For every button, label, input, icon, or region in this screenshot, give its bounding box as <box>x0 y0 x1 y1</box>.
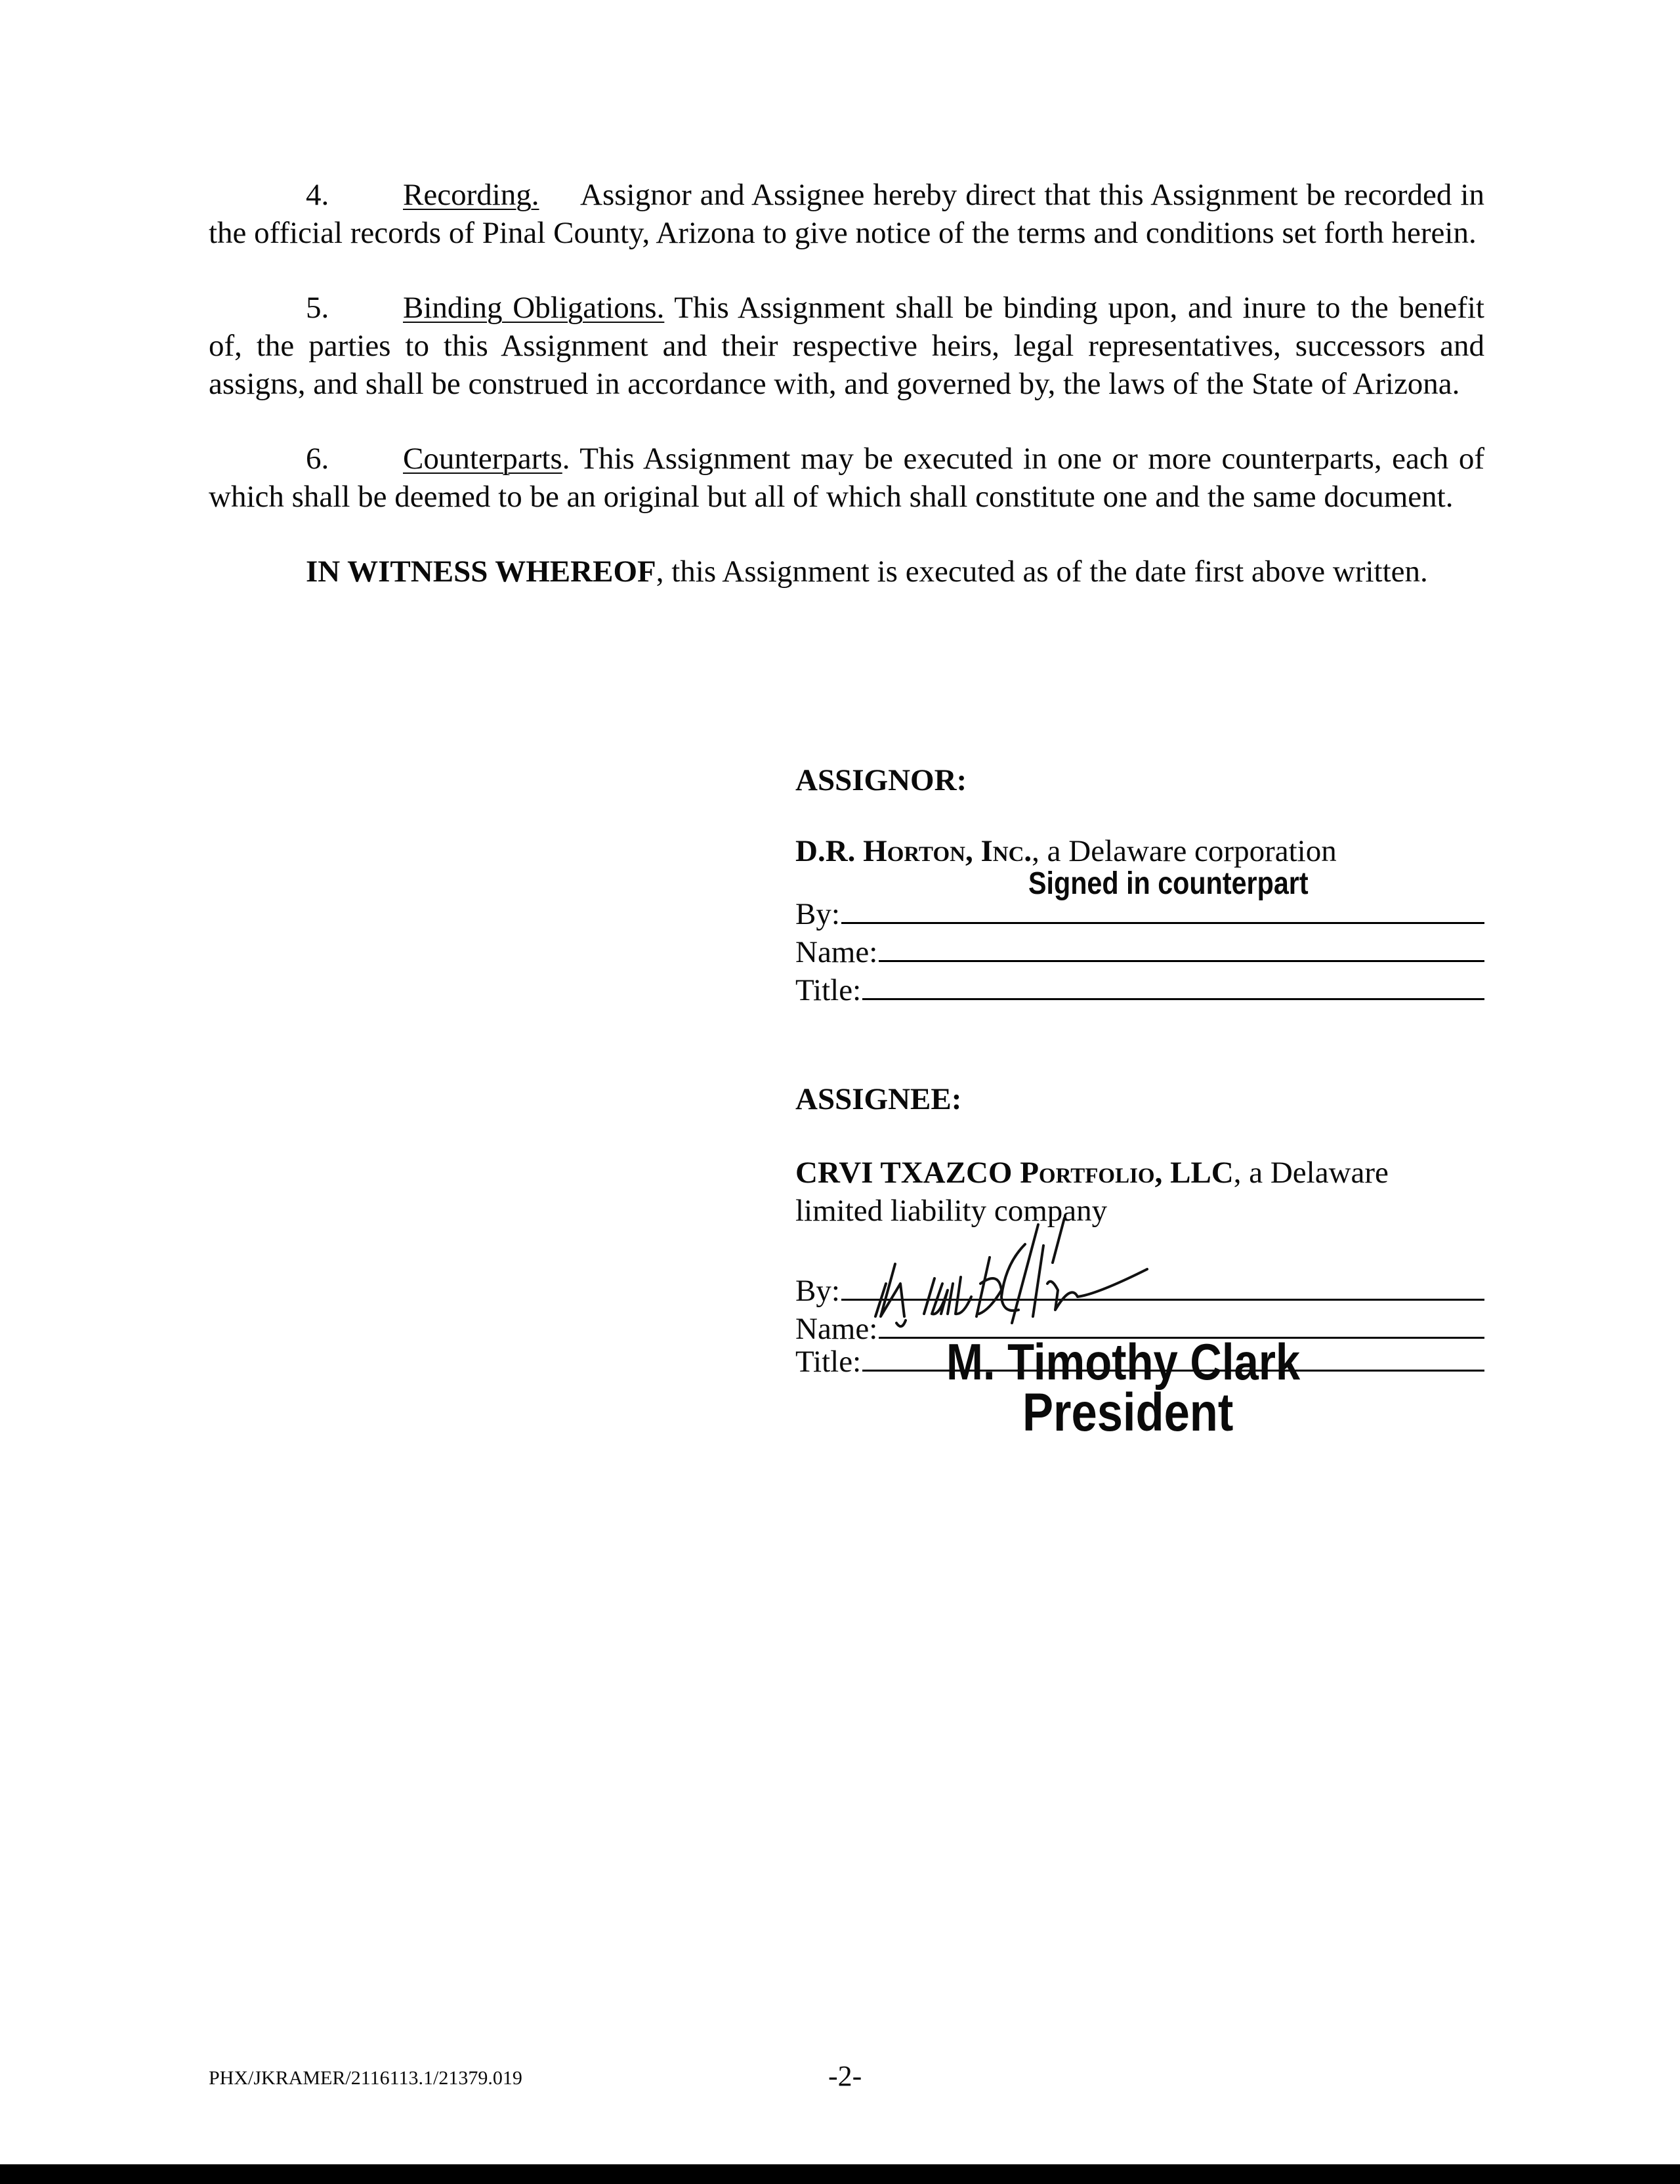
scan-edge-bar <box>0 2164 1680 2184</box>
witness-clause <box>209 553 1484 591</box>
handwritten-signature <box>861 1185 1228 1336</box>
assignor-entity-desc: , a Delaware corporation <box>1032 834 1337 868</box>
assignee-block <box>795 1080 1484 1442</box>
assignor-entity-name: D.R. Horton, Inc. <box>795 834 1032 868</box>
signature-line <box>862 972 1484 1000</box>
signature-section <box>795 761 1484 1442</box>
page-number: -2- <box>828 2060 862 2092</box>
paragraph-heading: Recording. <box>403 178 539 212</box>
paragraph-number: 5. <box>306 291 329 325</box>
paragraph-text: . This Assignment may be executed in one or more counterparts, each of which shall be deemed to be an original but all of which shall constitute one and the same document. <box>209 442 1484 514</box>
document-body <box>209 176 1484 627</box>
signer-title-stamp: President <box>1022 1383 1234 1442</box>
paragraph-number: 6. <box>306 442 329 476</box>
title-label: Title: <box>795 973 862 1007</box>
paragraph-number: 4. <box>306 178 329 212</box>
paragraph-recording <box>209 176 1484 252</box>
witness-heading: IN WITNESS WHEREOF <box>306 555 656 589</box>
paragraph-text: Assignor and Assignee hereby direct that this Assignment be recorded in the official records of Pinal County, Arizona to give notice of the terms and conditions set forth herein. <box>209 178 1484 250</box>
paragraph-heading: Counterparts <box>403 442 562 476</box>
assignor-title-line <box>795 971 1484 1009</box>
signed-in-counterpart-stamp: Signed in counterpart <box>1028 866 1309 901</box>
paragraph-counterparts <box>209 440 1484 516</box>
assignor-block <box>795 761 1484 1009</box>
assignee-entity-desc2: limited liability company <box>795 1194 1108 1228</box>
assignee-entity-name: CRVI TXAZCO Portfolio, LLC <box>795 1156 1234 1190</box>
paragraph-heading: Binding Obligations. <box>403 291 665 325</box>
title-label: Title: <box>795 1345 862 1379</box>
assignor-name-line <box>795 933 1484 971</box>
paragraph-text: This Assignment shall be binding upon, and inure to the benefit of, the parties to this Assignment and their respective heirs, legal representatives, successors and assigns, and shall be construed in accordance with, and governed by, the laws of the State of Arizona. <box>209 291 1484 401</box>
paragraph-binding-obligations <box>209 289 1484 403</box>
signer-name-stamp: M. Timothy Clark <box>946 1333 1301 1391</box>
by-label: By: <box>795 1274 840 1308</box>
by-label: By: <box>795 897 840 931</box>
assignee-heading: ASSIGNEE: <box>795 1082 962 1116</box>
witness-text: , this Assignment is executed as of the date first above written. <box>656 555 1428 589</box>
signature-line <box>879 934 1484 962</box>
name-label: Name: <box>795 935 878 969</box>
name-label: Name: <box>795 1312 878 1346</box>
assignee-entity-desc: , a Delaware <box>1233 1156 1389 1190</box>
assignor-heading: ASSIGNOR: <box>795 763 967 797</box>
document-id: PHX/JKRAMER/2116113.1/21379.019 <box>209 2067 522 2089</box>
